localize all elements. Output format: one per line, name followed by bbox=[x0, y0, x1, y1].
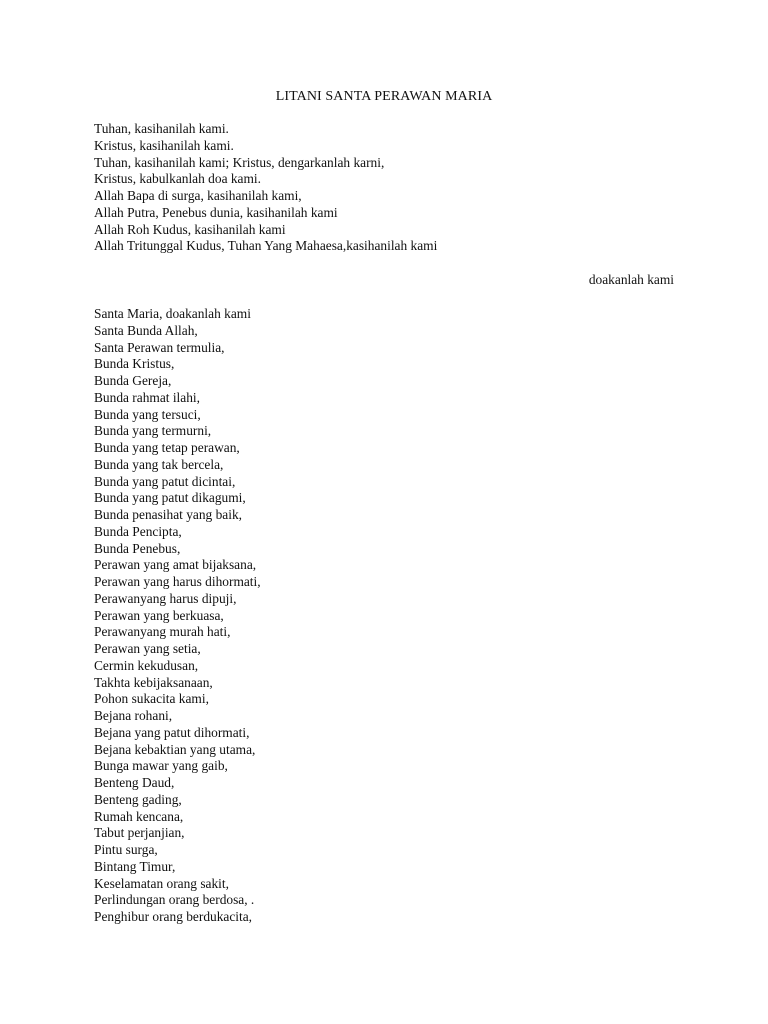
response-label: doakanlah kami bbox=[588, 272, 674, 287]
litany-line: Perawan yang amat bijaksana, bbox=[94, 557, 257, 573]
litany-line: Pintu surga, bbox=[94, 842, 158, 857]
litany-line: Perawan yang harus dihormati, bbox=[94, 574, 261, 589]
litany-line: Penghibur orang berdukacita, bbox=[94, 909, 253, 924]
prayer-line: Allah Putra, Penebus dunia, kasihanilah kami bbox=[94, 204, 338, 220]
litany-line: Bunga mawar yang gaib, bbox=[94, 758, 228, 774]
litany-line: Santa Perawan termulia, bbox=[94, 339, 225, 355]
litany-line: Bejana yang patut dihormati, bbox=[94, 724, 250, 740]
litany-line: Bunda Gereja, bbox=[94, 373, 172, 388]
litany-line: Bunda yang tetap perawan, bbox=[94, 440, 240, 455]
litany-line: Bunda yang tersuci, bbox=[94, 406, 201, 422]
prayer-line: Kristus, kabulkanlah doa kami. bbox=[94, 171, 261, 187]
litany-line: Rumah kencana, bbox=[94, 808, 184, 824]
litany-line: Tabut perjanjian, bbox=[94, 825, 185, 841]
litany-line: Perawan yang setia, bbox=[94, 641, 201, 656]
litany-line: Perawan yang berkuasa, bbox=[94, 607, 224, 623]
prayer-line: Tuhan, kasihanilah kami. bbox=[94, 121, 229, 136]
prayer-line: Allah Bapa di surga, kasihanilah kami, bbox=[94, 188, 302, 203]
prayer-line: Allah Roh Kudus, kasihanilah kami bbox=[94, 221, 286, 237]
litany-line: Bunda yang patut dikagumi, bbox=[94, 490, 246, 506]
litany-line: Cermin kekudusan, bbox=[94, 657, 199, 673]
litany-line: Takhta kebijaksanaan, bbox=[94, 674, 213, 690]
prayer-line: Allah Tritunggal Kudus, Tuhan Yang Mahaesa,kasihanilah kami bbox=[94, 238, 438, 254]
litany-line: Santa Maria, doakanlah kami bbox=[94, 306, 251, 321]
litany-line: Perawanyang murah hati, bbox=[94, 624, 231, 640]
litany-line: Bunda rahmat ilahi, bbox=[94, 389, 200, 405]
prayer-line: Tuhan, kasihanilah kami; Kristus, dengarkanlah karni, bbox=[94, 154, 385, 170]
litany-line: Keselamatan orang sakit, bbox=[94, 875, 229, 891]
litany-line: Bunda Kristus, bbox=[94, 356, 175, 372]
litany-line: Bunda Pencipta, bbox=[94, 523, 182, 539]
litany-line: Bunda Penebus, bbox=[94, 540, 181, 556]
litany-line: Bejana kebaktian yang utama, bbox=[94, 741, 256, 757]
litany-line: Perlindungan orang berdosa, . bbox=[94, 892, 255, 908]
litany-line: Benteng gading, bbox=[94, 791, 182, 807]
litany-line: Pohon sukacita kami, bbox=[94, 691, 209, 707]
litany-line: Perawanyang harus dipuji, bbox=[94, 590, 237, 606]
litany-line: Bunda yang termurni, bbox=[94, 423, 212, 439]
intro-prayer-list bbox=[94, 121, 437, 255]
prayer-line: Kristus, kasihanilah kami. bbox=[94, 137, 234, 153]
litany-line: Bintang Timur, bbox=[94, 858, 176, 874]
document-title: LITANI SANTA PERAWAN MARIA bbox=[275, 89, 493, 104]
litany-line: Bunda yang tak bercela, bbox=[94, 456, 224, 472]
litany-line: Bejana rohani, bbox=[94, 708, 173, 723]
litany-line: Santa Bunda Allah, bbox=[94, 322, 198, 338]
litany-line: Bunda yang patut dicintai, bbox=[94, 473, 236, 489]
litany-line: Bunda penasihat yang baik, bbox=[94, 507, 243, 522]
litany-list bbox=[94, 306, 261, 926]
litany-line: Benteng Daud, bbox=[94, 775, 175, 790]
